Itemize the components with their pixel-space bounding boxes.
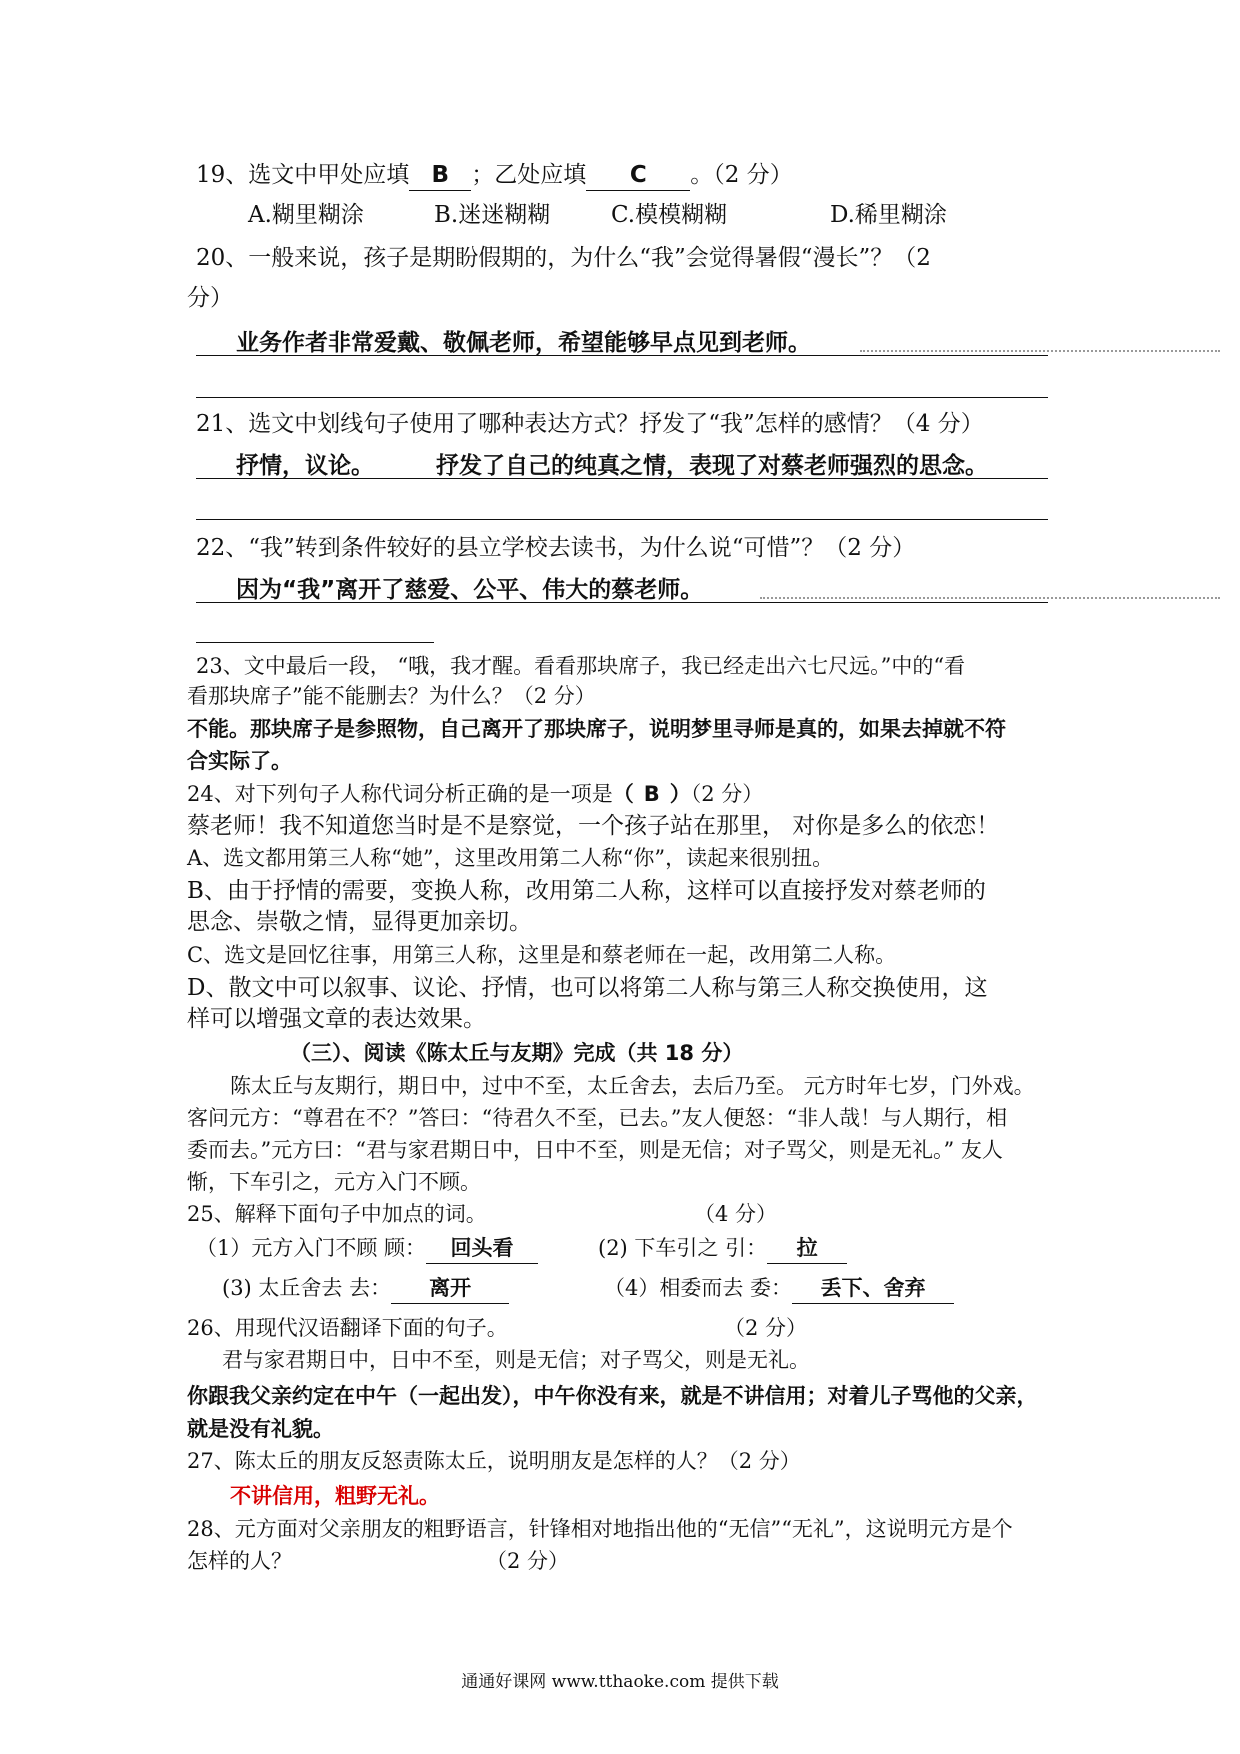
q19-option-d: D.稀里糊涂 [830,202,947,228]
q25-item2-label: (2) 下车引之 引： [598,1236,768,1260]
q24-option-a: A、选文都用第三人称“她”，这里改用第二人称“你”，读起来很别扭。 [187,846,834,870]
dotted-leader [860,350,1220,352]
passage-line4: 惭，下车引之，元方入门不顾。 [187,1170,481,1194]
q24-option-b-line2: 思念、崇敬之情，显得更加亲切。 [187,909,532,935]
dotted-leader [760,597,1220,599]
q20-answer: 业务作者非常爱戴、敬佩老师，希望能够早点见到老师。 [236,330,811,356]
q28-question-line1: 28、元方面对父亲朋友的粗野语言，针锋相对地指出他的“无信”“无礼”，这说明元方是个 [187,1517,1013,1541]
q24-question [187,779,763,809]
q26-answer-line2: 就是没有礼貌。 [187,1417,334,1441]
q25-score: （4 分） [694,1202,778,1226]
q19-mid: ；乙处应填 [471,162,587,188]
answer-line [196,478,1048,479]
q27-answer: 不讲信用，粗野无礼。 [230,1484,440,1508]
q19-option-a: A.糊里糊涂 [248,202,364,228]
q27-question: 27、陈太丘的朋友反怒责陈太丘，说明朋友是怎样的人？（2 分） [187,1449,801,1473]
q25-item4-label: （4）相委而去 委： [604,1276,793,1300]
passage-line2: 客问元方：“尊君在不？”答曰：“待君久不至，已去。”友人便怒：“非人哉！与人期行，相 [187,1106,1008,1130]
q24-option-c: C、选文是回忆往事，用第三人称，这里是和蔡老师在一起，改用第二人称。 [187,943,897,967]
q22-question: 22、“我”转到条件较好的县立学校去读书，为什么说“可惜”？（2 分） [196,535,916,561]
q25-item1-answer: 回头看 [426,1233,538,1264]
q25-item-4 [604,1273,954,1304]
q24-option-d-line1: D、散文中可以叙事、议论、抒情，也可以将第二人称与第三人称交换使用，这 [187,975,988,1001]
q25-item2-answer: 拉 [767,1233,847,1264]
q25-item3-answer: 离开 [391,1273,509,1304]
passage-line1: 陈太丘与友期行，期日中，过中不至，太丘舍去，去后乃至。 元方时年七岁，门外戏。 [230,1074,1035,1098]
q20-question-line1: 20、一般来说，孩子是期盼假期的，为什么“我”会觉得暑假“漫长”？（2 [196,245,931,271]
q19-prefix: 19、选文中甲处应填 [196,162,410,188]
page-footer: 通通好课网 www.tthaoke.com 提供下载 [461,1672,779,1692]
q25-item-1 [196,1233,538,1264]
q25-item-2 [598,1233,847,1264]
q19-answer-2: C [586,160,690,191]
q19-suffix: 。（2 分） [690,162,793,188]
q24-answer: B [643,782,660,806]
q21-answer-a: 抒情，议论。 [236,453,374,479]
section3-heading: （三）、阅读《陈太丘与友期》完成（共 18 分） [290,1041,744,1065]
q24-paren-close: ） [669,782,691,806]
q19-option-c: C.模模糊糊 [611,202,728,228]
q24-score: （2 分） [690,782,764,806]
q23-answer-line2: 合实际了。 [187,749,292,773]
q21-answer-b: 抒发了自己的纯真之情，表现了对蔡老师强烈的思念。 [436,453,988,479]
q24-prefix: 24、对下列句子人称代词分析正确的是一项是 [187,782,613,806]
passage-line3: 委而去。”元方曰：“君与家君期日中，日中不至，则是无信；对子骂父，则是无礼。” 友人 [187,1138,1003,1162]
q25-question: 25、解释下面句子中加点的词。 [187,1202,487,1226]
answer-line [196,355,1048,356]
q25-item-3 [222,1273,509,1304]
q28-question-line2: 怎样的人？ [187,1549,292,1573]
q21-question: 21、选文中划线句子使用了哪种表达方式？抒发了“我”怎样的感情？（4 分） [196,411,984,437]
q25-item3-label: (3) 太丘舍去 去： [222,1276,392,1300]
answer-line [196,519,1048,520]
q20-question-line2: 分） [187,285,233,311]
q24-option-b-line1: B、由于抒情的需要，变换人称，改用第二人称，这样可以直接抒发对蔡老师的 [187,878,986,904]
q19-answer-1: B [409,160,471,191]
q24-option-d-line2: 样可以增强文章的表达效果。 [187,1006,486,1032]
answer-line [196,602,1048,603]
q26-score: （2 分） [724,1316,808,1340]
q23-answer-line1: 不能。那块席子是参照物，自己离开了那块席子，说明梦里寻师是真的，如果去掉就不符 [187,717,1006,741]
q25-item4-answer: 丢下、舍弃 [792,1273,954,1304]
q26-sentence: 君与家君期日中，日中不至，则是无信；对子骂父，则是无礼。 [222,1348,810,1372]
q19-option-b: B.迷迷糊糊 [434,202,551,228]
q24-paren-open: （ [612,782,634,806]
answer-line [196,397,1048,398]
q23-question-line1: 23、文中最后一段， “哦，我才醒。看看那块席子，我已经走出六七尺远。”中的“看 [196,654,966,678]
q26-answer-line1: 你跟我父亲约定在中午（一起出发），中午你没有来，就是不讲信用；对着儿子骂他的父亲， [187,1384,1038,1408]
q25-item1-label: （1）元方入门不顾 顾： [196,1236,427,1260]
q24-sentence: 蔡老师！我不知道您当时是不是察觉，一个孩子站在那里， 对你是多么的依恋！ [187,813,1000,839]
answer-line-short [196,642,434,643]
q26-question: 26、用现代汉语翻译下面的句子。 [187,1316,508,1340]
q23-question-line2: 看那块席子”能不能删去？为什么？（2 分） [187,684,596,708]
q28-score: （2 分） [486,1549,570,1573]
q22-answer: 因为“我”离开了慈爱、公平、伟大的蔡老师。 [236,577,704,603]
q19-question [196,160,793,191]
